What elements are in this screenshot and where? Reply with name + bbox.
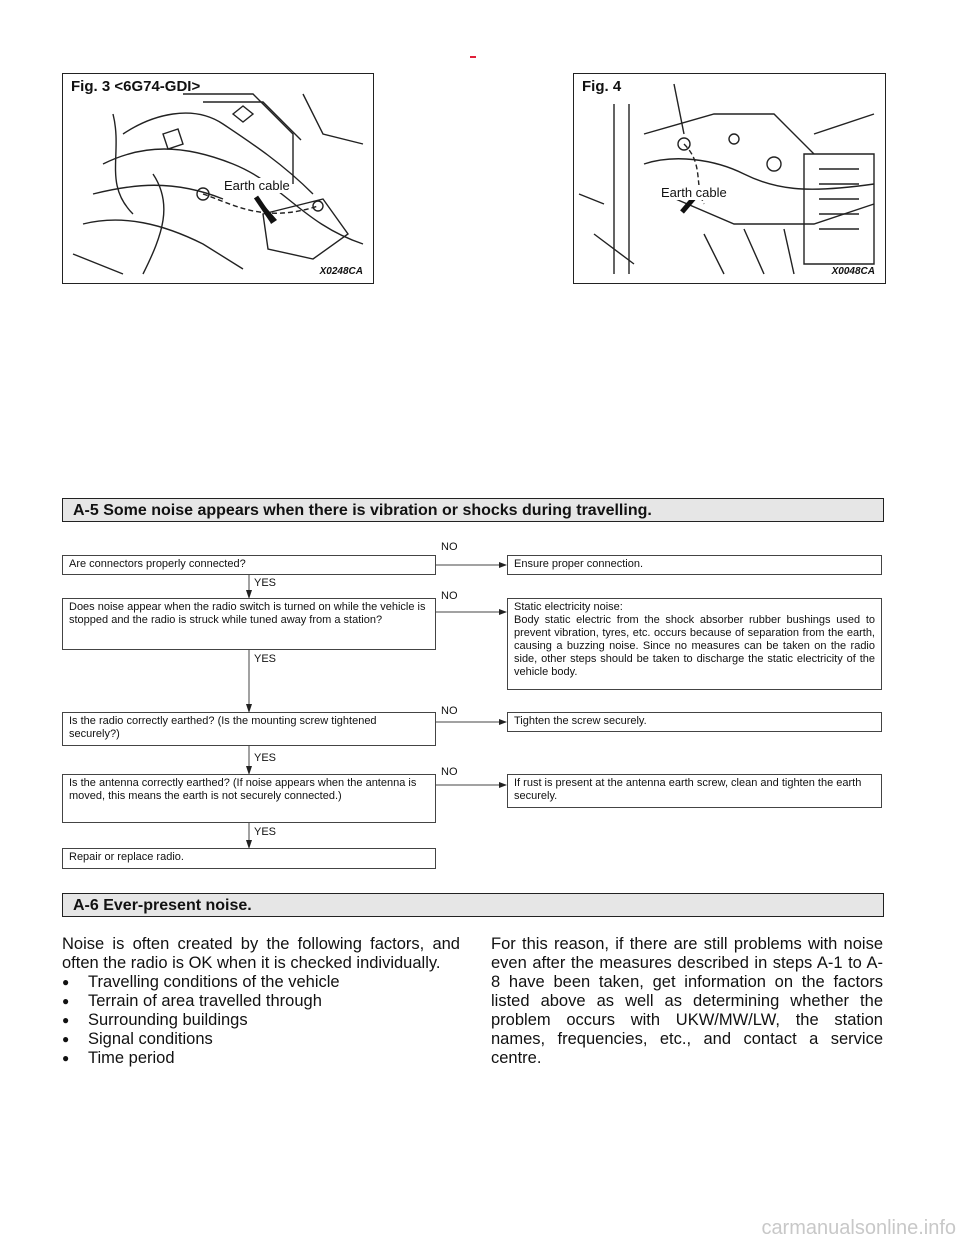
- question-radio-struck: Does noise appear when the radio switch is turned on while the vehicle is stopped and the radio is struck while tuned away from a station?: [62, 598, 436, 650]
- section-a5-header: A-5 Some noise appears when there is vibration or shocks during travelling.: [62, 498, 884, 522]
- a6-right-column: For this reason, if there are still problems with noise even after the measures described in steps A-1 to A-8 have been taken, get information on the factors listed above as well as determining whether the problem occurs with UKW/MW/LW, the station names, frequencies, etc., and contact a service centre.: [491, 935, 883, 1067]
- a6-bullet-5: ● Time period: [62, 1049, 460, 1068]
- section-a6-header: A-6 Ever-present noise.: [62, 893, 884, 917]
- result-tighten-screw: Tighten the screw securely.: [507, 712, 882, 732]
- a6-intro-text: Noise is often created by the following factors, and often the radio is OK when it is checked individually.: [62, 935, 460, 972]
- a6-bullet-4: ● Signal conditions: [62, 1030, 460, 1049]
- figure-4-title: Fig. 4: [582, 78, 622, 95]
- yes-label-3: YES: [254, 752, 277, 764]
- figure-4-earth-cable-label: Earth cable: [661, 185, 727, 200]
- question-connectors: Are connectors properly connected?: [62, 555, 436, 575]
- yes-label-1: YES: [254, 577, 277, 589]
- figure-3-title: Fig. 3 <6G74-GDI>: [71, 78, 201, 95]
- figure-4-code: X0048CA: [831, 266, 875, 277]
- a6-bullet-3: ● Surrounding buildings: [62, 1011, 460, 1030]
- question-antenna-earthed: Is the antenna correctly earthed? (If noise appears when the antenna is moved, this means the earth is not securely connected.): [62, 774, 436, 823]
- question-radio-earthed: Is the radio correctly earthed? (Is the mounting screw tightened securely?): [62, 712, 436, 746]
- figure-3-code: X0248CA: [319, 266, 363, 277]
- watermark-footer: carmanualsonline.info: [761, 1217, 956, 1239]
- yes-label-4: YES: [254, 826, 277, 838]
- no-label-3: NO: [441, 705, 458, 717]
- result-antenna-rust: If rust is present at the antenna earth screw, clean and tighten the earth securely.: [507, 774, 882, 808]
- result-ensure-connection: Ensure proper connection.: [507, 555, 882, 575]
- final-repair-replace: Repair or replace radio.: [62, 848, 436, 869]
- figure-3-earth-cable-label: Earth cable: [224, 178, 290, 193]
- result-static-electricity: Static electricity noise: Body static electric from the shock absorber rubber bushings used to prevent vibration, tyres, etc. occurs because of separation from the earth, causing a buzzing noise. Since no measures can be taken on the radio side, other steps should be taken to discharge the static electricity of the vehicle body.: [507, 598, 882, 690]
- no-label-4: NO: [441, 766, 458, 778]
- no-label-2: NO: [441, 590, 458, 602]
- a6-bullet-2: ● Terrain of area travelled through: [62, 992, 460, 1011]
- a6-bullet-1: ● Travelling conditions of the vehicle: [62, 973, 460, 992]
- yes-label-2: YES: [254, 653, 277, 665]
- no-label-1: NO: [441, 541, 458, 553]
- a6-left-column: [62, 935, 460, 1068]
